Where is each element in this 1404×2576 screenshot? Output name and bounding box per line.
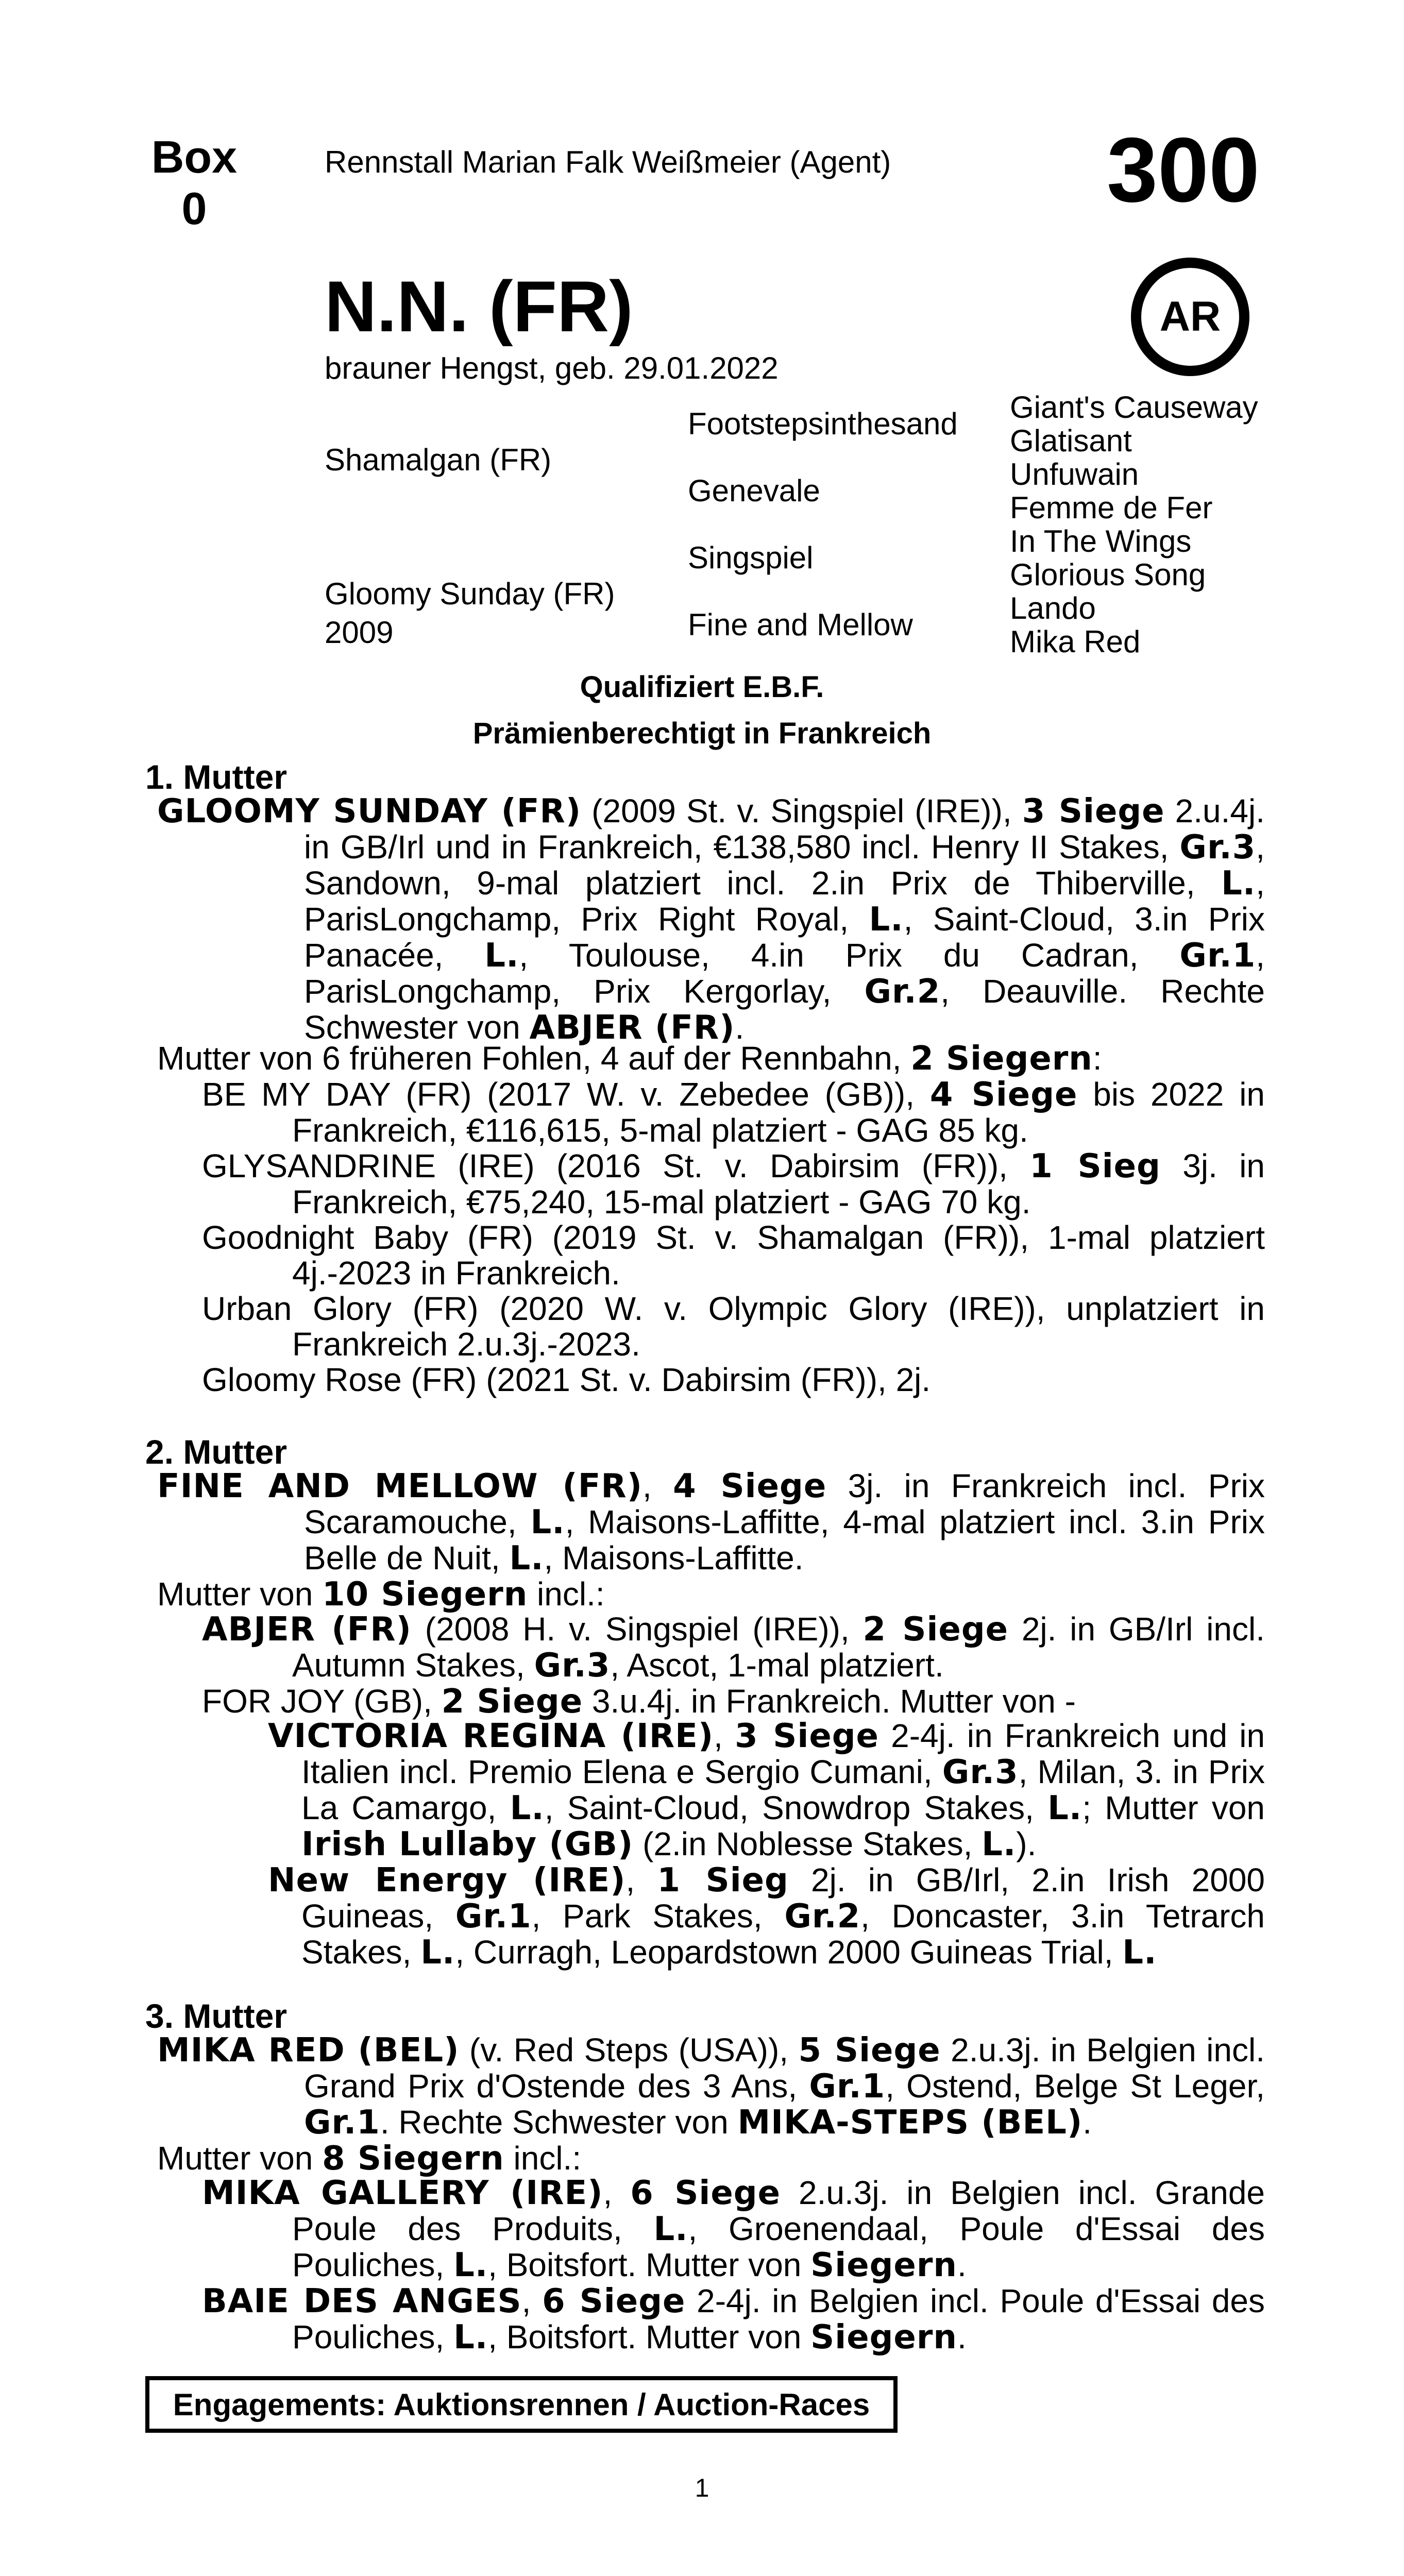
third-generation-produce: VICTORIA REGINA (IRE), 3 Siege 2-4j. in Frankreich und in Italien incl. Premio Elena e Sergio Cumani, Gr.3, Milan, 3. in Prix La Camargo, L., Saint-Cloud, Snowdrop Stakes, L.; Mutter von Irish Lullaby (GB) (2.in Noblesse Stakes, L.). New Energy (IRE), 1 Sieg 2j. in GB/Irl, 2.in Irish 2000 Guineas, Gr.1, Park Stakes, Gr.2, Doncaster, 3.in Tetrarch Stakes, L., Curragh, Leopardstown 2000 Guineas Trial, L.	[268, 1717, 1265, 1972]
pedigree-great-grandparent: Unfuwain	[1010, 457, 1139, 492]
qualification: Qualifiziert E.B.F.	[580, 670, 824, 704]
second-dam-produce: ABJER (FR) (2008 H. v. Singspiel (IRE)), 2 Siege 2j. in GB/Irl incl. Autumn Stakes, Gr.3, Ascot, 1-mal platziert. FOR JOY (GB), 2 Siege 3.u.4j. in Frankreich. Mutter von -	[202, 1611, 1265, 1721]
owner: Rennstall Marian Falk Weißmeier (Agent)	[325, 145, 891, 179]
pedigree-dam-year: 2009	[325, 615, 394, 650]
box-label-text: Box	[151, 131, 238, 182]
produce-list: BE MY DAY (FR) (2017 W. v. Zebedee (GB)), 4 Siege bis 2022 in Frankreich, €116,615, 5-mal platziert - GAG 85 kg. GLYSANDRINE (IRE) (2016 St. v. Dabirsim (FR)), 1 Sieg 3j. in Frankreich, €75,240, 15-mal platziert - GAG 70 kg. Goodnight Baby (FR) (2019 St. v. Shamalgan (FR)), 1-mal platziert 4j.-2023 in Frankreich. Urban Glory (FR) (2020 W. v. Olympic Glory (IRE)), unplatziert in Frankreich 2.u.3j.-2023. Gloomy Rose (FR) (2021 St. v. Dabirsim (FR)), 2j.	[202, 1076, 1265, 1398]
box-number: 0	[181, 183, 207, 234]
pedigree-sire: Shamalgan (FR)	[325, 443, 552, 477]
pedigree-grandparent: Footstepsinthesand	[688, 406, 958, 441]
pedigree-great-grandparent: Lando	[1010, 591, 1096, 625]
pedigree-great-grandparent: Giant's Causeway	[1010, 390, 1258, 425]
page-number: 1	[695, 2473, 709, 2502]
qualification: Prämienberechtigt in Frankreich	[472, 717, 932, 750]
third-dam-produce: MIKA GALLERY (IRE), 6 Siege 2.u.3j. in Belgien incl. Grande Poule des Produits, L., Groenendaal, Poule d'Essai des Pouliches, L., Boitsfort. Mutter von Siegern. BAIE DES ANGES, 6 Siege 2-4j. in Belgien incl. Poule d'Essai des Pouliches, L., Boitsfort. Mutter von Siegern.	[202, 2174, 1265, 2357]
produce-summary: Mutter von 6 früheren Fohlen, 4 auf der Rennbahn, 2 Siegern:	[157, 1040, 1102, 1078]
pedigree-great-grandparent: Glorious Song	[1010, 557, 1206, 592]
section-heading: 1. Mutter	[145, 758, 287, 796]
pedigree-dam: Gloomy Sunday (FR)	[325, 577, 615, 611]
engagements-box	[145, 2376, 898, 2433]
pedigree-grandparent: Singspiel	[688, 540, 814, 575]
third-dam-paragraph: MIKA RED (BEL) (v. Red Steps (USA)), 5 Siege 2.u.3j. in Belgien incl. Grand Prix d'Ostende des 3 Ans, Gr.1, Ostend, Belge St Leger, Gr.1. Rechte Schwester von MIKA-STEPS (BEL). Mutter von 8 Siegern incl.:	[157, 2031, 1265, 2178]
horse-description: brauner Hengst, geb. 29.01.2022	[325, 351, 779, 385]
pedigree-great-grandparent: Mika Red	[1010, 624, 1141, 659]
pedigree-grandparent: Fine and Mellow	[688, 607, 913, 642]
ar-badge	[1131, 258, 1249, 376]
pedigree-grandparent: Genevale	[688, 473, 820, 508]
box-label	[145, 131, 243, 234]
section-heading: 3. Mutter	[145, 1997, 287, 2035]
pedigree-great-grandparent: Femme de Fer	[1010, 490, 1213, 525]
pedigree-great-grandparent: In The Wings	[1010, 524, 1192, 558]
section-heading: 2. Mutter	[145, 1433, 287, 1471]
pedigree-great-grandparent: Glatisant	[1010, 423, 1132, 458]
engagements-text: Engagements: Auktionsrennen / Auction-Races	[173, 2387, 870, 2422]
lot-number: 300	[1107, 118, 1260, 221]
ar-badge-text: AR	[1159, 293, 1221, 340]
second-dam-paragraph: FINE AND MELLOW (FR), 4 Siege 3j. in Frankreich incl. Prix Scaramouche, L., Maisons-Laffitte, 4-mal platziert incl. 3.in Prix Belle de Nuit, L., Maisons-Laffitte. Mutter von 10 Siegern incl.:	[157, 1467, 1265, 1614]
horse-name: N.N. (FR)	[325, 266, 633, 347]
dam-entry-paragraph: GLOOMY SUNDAY (FR) (2009 St. v. Singspiel (IRE)), 3 Siege 2.u.4j. in GB/Irl und in Frankreich, €138,580 incl. Henry II Stakes, Gr.3, Sandown, 9-mal platziert incl. 2.in Prix de Thiberville, L., ParisLongchamp, Prix Right Royal, L., Saint-Cloud, 3.in Prix Panacée, L., Toulouse, 4.in Prix du Cadran, Gr.1, ParisLongchamp, Prix Kergorlay, Gr.2, Deauville. Rechte Schwester von ABJER (FR).	[157, 792, 1265, 1047]
